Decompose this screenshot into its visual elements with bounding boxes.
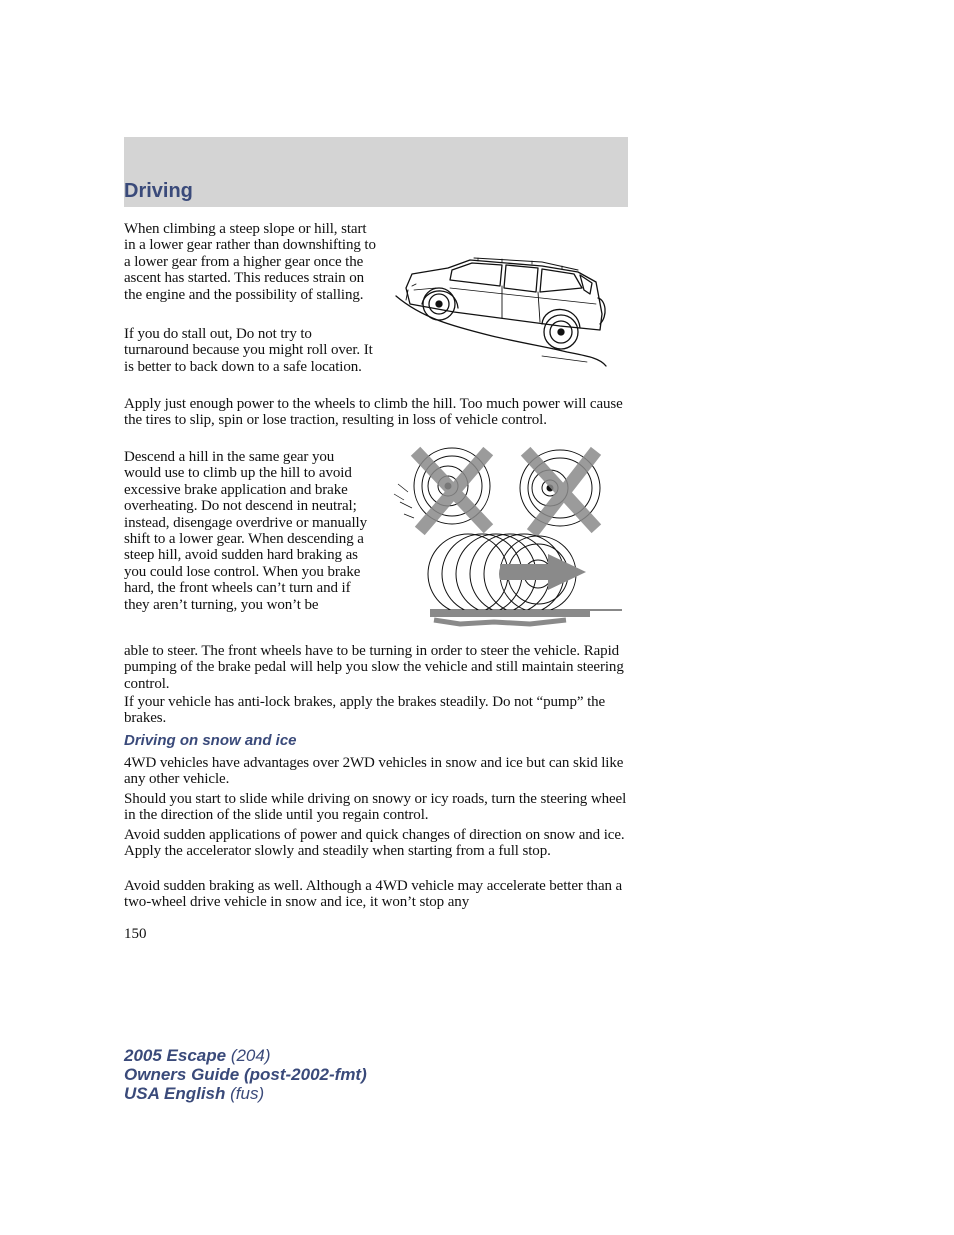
suv-climbing-hill-illustration <box>392 248 616 370</box>
paragraph-climbing-hill: When climbing a steep slope or hill, start in a lower gear rather than downshifting to a lower gear from a higher gear once the ascent has started. This reduces strain on the engine and the possibility of stalling. <box>124 221 376 303</box>
paragraph-anti-lock-brakes: If your vehicle has anti-lock brakes, apply the brakes steadily. Do not “pump” the brakes. <box>124 694 606 727</box>
footer-model-code: (204) <box>226 1046 271 1065</box>
paragraph-stall-out: If you do stall out, Do not try to turnaround because you might roll over. It is better to back down to a safe location. <box>124 326 373 375</box>
section-header-band <box>124 137 628 207</box>
footer-language: USA English <box>124 1084 226 1103</box>
document-footer <box>124 1046 367 1103</box>
paragraph-apply-power: Apply just enough power to the wheels to climb the hill. Too much power will cause the tires to slip, spin or lose traction, resulting in loss of vehicle control. <box>124 396 623 429</box>
section-title: Driving <box>124 180 193 202</box>
paragraph-descend-hill-continued: able to steer. The front wheels have to be turning in order to steer the vehicle. Rapid pumping of the brake pedal will help you slow the vehicle and still maintain steering control. <box>124 643 624 692</box>
footer-guide: Owners Guide (post-2002-fmt) <box>124 1065 367 1084</box>
page-number: 150 <box>124 926 147 942</box>
braking-wheels-illustration <box>390 444 626 634</box>
subheading-snow-ice: Driving on snow and ice <box>124 732 297 749</box>
paragraph-slide-steering: Should you start to slide while driving on snowy or icy roads, turn the steering wheel in the direction of the slide until you regain control. <box>124 791 627 824</box>
paragraph-4wd-advantages: 4WD vehicles have advantages over 2WD vehicles in snow and ice but can skid like any other vehicle. <box>124 755 624 788</box>
paragraph-sudden-braking: Avoid sudden braking as well. Although a 4WD vehicle may accelerate better than a two-wheel drive vehicle in snow and ice, it won’t stop any <box>124 878 623 911</box>
paragraph-descend-hill: Descend a hill in the same gear you would use to climb up the hill to avoid excessive brake application and brake overheating. Do not descend in neutral; instead, disengage overdrive or manually shift to a lower gear. When descending a steep hill, avoid sudden hard braking as you could lose control. When you brake hard, the front wheels can’t turn and if they aren’t turning, you won’t be <box>124 449 368 613</box>
paragraph-sudden-power: Avoid sudden applications of power and quick changes of direction on snow and ice. Apply the accelerator slowly and steadily when starting from a full stop. <box>124 827 625 860</box>
footer-model: 2005 Escape <box>124 1046 227 1065</box>
footer-language-code: (fus) <box>225 1084 265 1103</box>
